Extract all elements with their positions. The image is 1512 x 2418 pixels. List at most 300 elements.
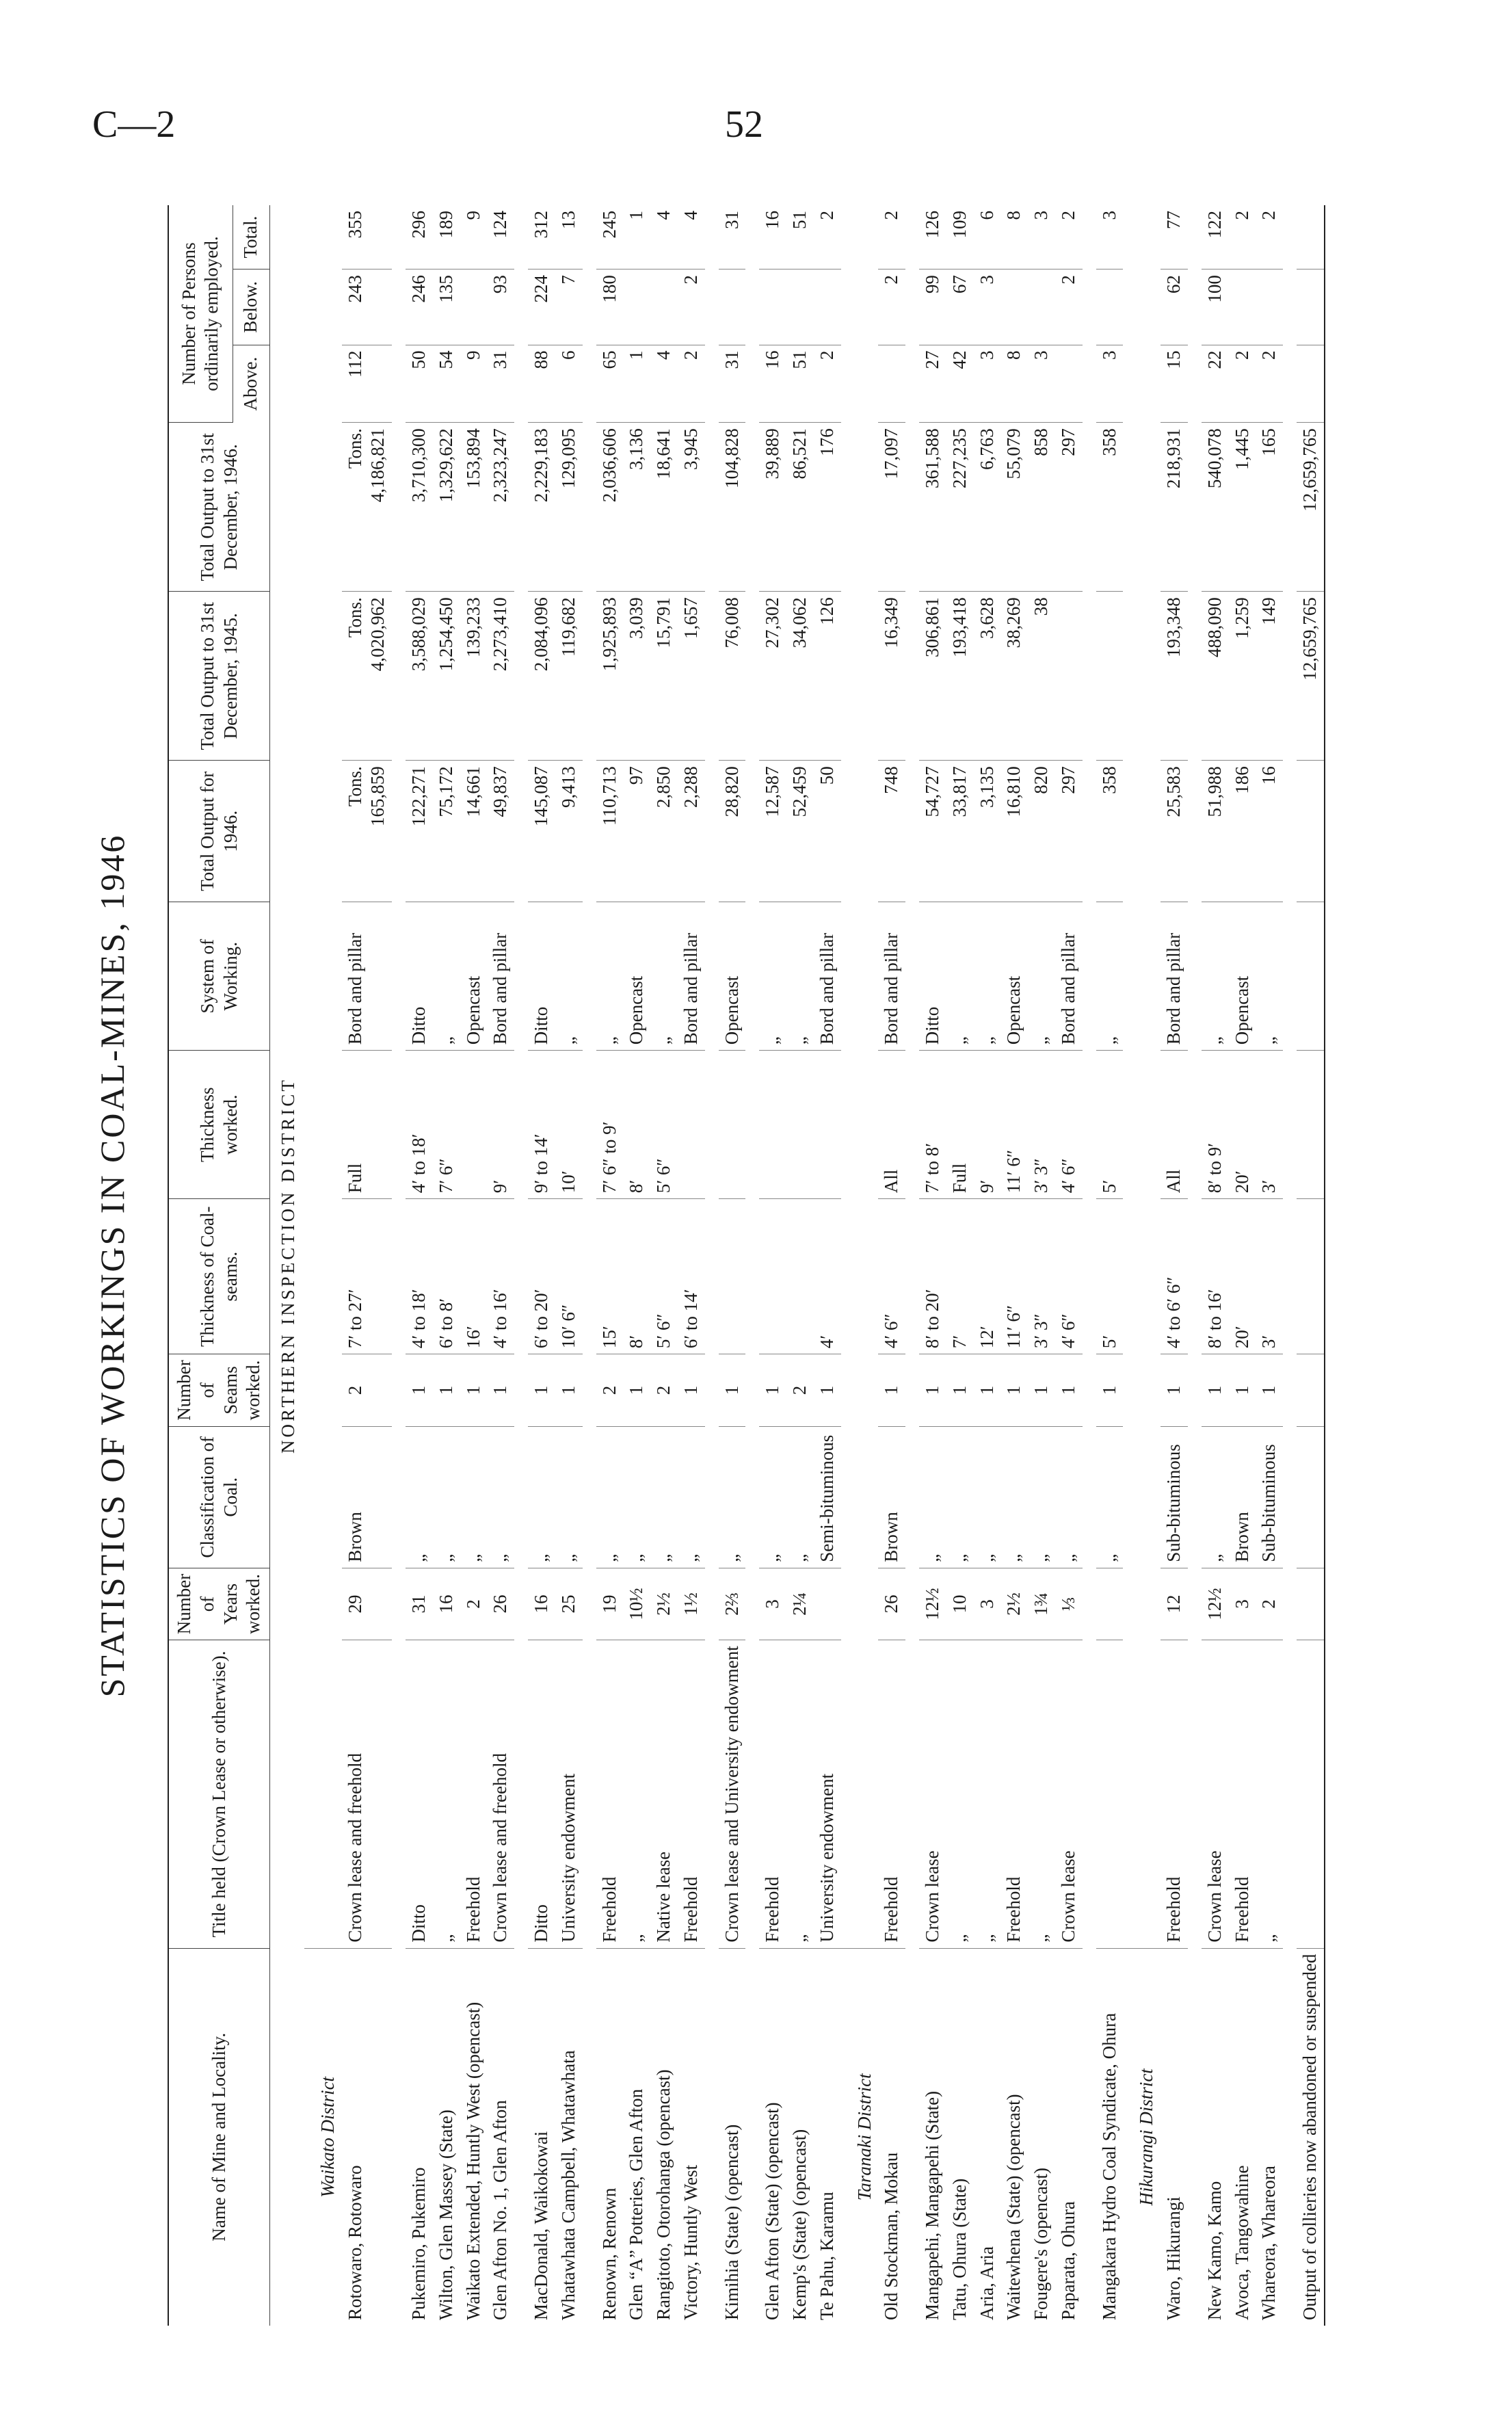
thickness-worked: 8′ to 9′ (1202, 1051, 1229, 1199)
persons-below (719, 270, 746, 345)
thickness-worked: 10′ (555, 1051, 583, 1199)
mine-name: Aria, Aria (976, 2246, 997, 2320)
section-northern: NORTHERN INSPECTION DISTRICT (278, 1077, 298, 1454)
output-1946: 75,172 (433, 761, 460, 902)
mine-name: Mangapehi, Mangapehi (State) (922, 2090, 942, 2320)
output-1946: 16 (1256, 761, 1283, 902)
output-to-1945: 1,254,450 (433, 592, 460, 761)
output-1946: 16,810 (1000, 761, 1028, 902)
persons-above: 31 (719, 345, 746, 423)
persons-below (759, 270, 786, 345)
persons-above (1297, 345, 1325, 423)
persons-below: 2 (1055, 270, 1083, 345)
table-row (1000, 205, 1028, 2326)
system-of-working: „ (650, 902, 678, 1051)
output-1946: 50 (814, 761, 841, 902)
thickness-worked: 7′ 6″ (433, 1051, 460, 1199)
years-worked: 2 (1256, 1568, 1283, 1640)
persons-above: 2 (1256, 345, 1283, 423)
header-below: Below. (233, 270, 269, 345)
persons-above: 3 (974, 345, 1001, 423)
mine-name: MacDonald, Waikokowai (531, 2131, 551, 2320)
classification: „ (433, 1426, 460, 1568)
title-held: Crown lease and University endowment (719, 1640, 746, 1948)
persons-total: 245 (596, 205, 624, 270)
years-worked: 2¼ (786, 1568, 814, 1640)
thickness-seams: 4′ to 18′ (406, 1199, 433, 1354)
output-to-1946: 12,659,765 (1297, 423, 1325, 592)
persons-below: 180 (596, 270, 624, 345)
thickness-seams: 16′ (460, 1199, 488, 1354)
persons-above: 2 (1229, 345, 1256, 423)
output-to-1945: 119,682 (555, 592, 583, 761)
persons-below (1028, 270, 1055, 345)
system-of-working: „ (596, 902, 624, 1051)
years-worked: 26 (487, 1568, 514, 1640)
thickness-seams (719, 1199, 746, 1354)
tons-label: Tons. (344, 597, 365, 638)
output-1946: Tons. 165,859 (342, 761, 393, 902)
thickness-seams: 5′ (1096, 1199, 1124, 1354)
seams-worked: 1 (487, 1354, 514, 1426)
table-row (814, 205, 841, 2326)
persons-above: 112 (342, 345, 393, 423)
persons-above: 51 (786, 345, 814, 423)
title-held: Native lease (650, 1640, 678, 1948)
thickness-seams: 7′ (946, 1199, 974, 1354)
table-row (786, 205, 814, 2326)
output-to-1946: 3,710,300 (406, 423, 433, 592)
persons-above: 4 (650, 345, 678, 423)
output-1946: 49,837 (487, 761, 514, 902)
output-1946: 186 (1229, 761, 1256, 902)
persons-total: 2 (814, 205, 841, 270)
seams-worked: 1 (1256, 1354, 1283, 1426)
table-row (1096, 205, 1124, 2326)
thickness-worked: 5′ 6″ (650, 1051, 678, 1199)
header-output-1946: Total Output for 1946. (168, 761, 270, 902)
output-to-1946: 2,323,247 (487, 423, 514, 592)
seams-worked: 1 (555, 1354, 583, 1426)
years-worked: 10 (946, 1568, 974, 1640)
output-to-1945: 193,418 (946, 592, 974, 761)
persons-total: 296 (406, 205, 433, 270)
output-1946: 145,087 (528, 761, 555, 902)
system-of-working: Bord and pillar (1160, 902, 1188, 1051)
seams-worked: 1 (1096, 1354, 1124, 1426)
seams-worked: 1 (759, 1354, 786, 1426)
classification: „ (555, 1426, 583, 1568)
seams-worked: 2 (596, 1354, 624, 1426)
persons-above: 22 (1202, 345, 1229, 423)
output-to-1946: 39,889 (759, 423, 786, 592)
output-1946: 297 (1055, 761, 1083, 902)
thickness-worked: All (878, 1051, 905, 1199)
table-row (623, 205, 650, 2326)
output-to-1946: 2,229,183 (528, 423, 555, 592)
persons-total: 4 (650, 205, 678, 270)
classification: „ (528, 1426, 555, 1568)
thickness-worked: 8′ (623, 1051, 650, 1199)
output-to-1946: 176 (814, 423, 841, 592)
output-to-1945 (1055, 592, 1083, 761)
thickness-seams: 4′ to 6′ 6″ (1160, 1199, 1188, 1354)
output-to-1945: 488,090 (1202, 592, 1229, 761)
table-row (1229, 205, 1256, 2326)
thickness-seams: 4′ 6″ (878, 1199, 905, 1354)
persons-total: 312 (528, 205, 555, 270)
seams-worked: 1 (1229, 1354, 1256, 1426)
seams-worked: 2 (650, 1354, 678, 1426)
persons-below: 67 (946, 270, 974, 345)
persons-above: 2 (814, 345, 841, 423)
header-system: System of Working. (168, 902, 270, 1051)
seams-worked: 1 (406, 1354, 433, 1426)
thickness-worked (759, 1051, 786, 1199)
persons-above: 27 (919, 345, 946, 423)
persons-below: 2 (678, 270, 705, 345)
persons-below: 2 (878, 270, 905, 345)
persons-above (878, 345, 905, 423)
table-row (1028, 205, 1055, 2326)
years-worked: 19 (596, 1568, 624, 1640)
output-1946: 97 (623, 761, 650, 902)
table-row (919, 205, 946, 2326)
persons-above: 31 (487, 345, 514, 423)
output-to-1946: 3,945 (678, 423, 705, 592)
persons-above: 42 (946, 345, 974, 423)
title-held: Freehold (1229, 1640, 1256, 1948)
mine-name: Output of collieries now abandoned or suspended (1297, 1948, 1325, 2326)
thickness-worked: 5′ (1096, 1051, 1124, 1199)
output-to-1945: 38,269 (1000, 592, 1028, 761)
thickness-seams: 10′ 6″ (555, 1199, 583, 1354)
classification: „ (596, 1426, 624, 1568)
seams-worked: 1 (719, 1354, 746, 1426)
table-row (650, 205, 678, 2326)
classification: „ (759, 1426, 786, 1568)
thickness-worked: All (1160, 1051, 1188, 1199)
system-of-working: „ (1256, 902, 1283, 1051)
header-above: Above. (233, 345, 269, 423)
seams-worked: 1 (1028, 1354, 1055, 1426)
title-held: Freehold (460, 1640, 488, 1948)
persons-total: 4 (678, 205, 705, 270)
header-output-1945: Total Output to 31st December, 1945. (168, 592, 270, 761)
output-1946: 54,727 (919, 761, 946, 902)
years-worked: 3 (1229, 1568, 1256, 1640)
persons-below: 100 (1202, 270, 1229, 345)
mine-name: Wilton, Glen Massey (State) (435, 2110, 456, 2320)
output-1946: 28,820 (719, 761, 746, 902)
title-held: Crown lease (1055, 1640, 1083, 1948)
table-row (946, 205, 974, 2326)
years-worked: ⅓ (1055, 1568, 1083, 1640)
classification: „ (650, 1426, 678, 1568)
title-held: „ (974, 1640, 1001, 1948)
output-to-1946: 540,078 (1202, 423, 1229, 592)
output-to-1945: 38 (1028, 592, 1055, 761)
years-worked: 16 (433, 1568, 460, 1640)
persons-below: 135 (433, 270, 460, 345)
classification: Sub-bituminous (1160, 1426, 1188, 1568)
persons-above: 16 (759, 345, 786, 423)
mine-name: Paparata, Ohura (1057, 2201, 1078, 2320)
table-row (1160, 205, 1188, 2326)
persons-above: 8 (1000, 345, 1028, 423)
persons-total: 31 (719, 205, 746, 270)
classification: „ (786, 1426, 814, 1568)
title-held: Ditto (528, 1640, 555, 1948)
system-of-working: Bord and pillar (878, 902, 905, 1051)
output-to-1946: 104,828 (719, 423, 746, 592)
output-1946: 2,288 (678, 761, 705, 902)
persons-below: 62 (1160, 270, 1188, 345)
coal-mines-table (168, 205, 1325, 2326)
seams-worked: 1 (946, 1354, 974, 1426)
classification (1297, 1426, 1325, 1568)
persons-below: 246 (406, 270, 433, 345)
classification: „ (1028, 1426, 1055, 1568)
system-of-working: „ (555, 902, 583, 1051)
persons-above: 6 (555, 345, 583, 423)
persons-total: 1 (623, 205, 650, 270)
output-to-1946: 218,931 (1160, 423, 1188, 592)
district-hikurangi: Hikurangi District (1136, 2068, 1157, 2206)
classification: Brown (342, 1426, 393, 1568)
table-row (406, 205, 433, 2326)
header-output-total: Total Output to 31st December, 1946. (168, 423, 270, 592)
seams-worked: 2 (342, 1354, 393, 1426)
years-worked: 12½ (919, 1568, 946, 1640)
thickness-seams: 12′ (974, 1199, 1001, 1354)
classification: „ (460, 1426, 488, 1568)
output-1946: 358 (1096, 761, 1124, 902)
persons-above: 3 (1028, 345, 1055, 423)
persons-total (1297, 205, 1325, 270)
years-worked: 3 (974, 1568, 1001, 1640)
classification: „ (406, 1426, 433, 1568)
output-1946: 33,817 (946, 761, 974, 902)
output-to-1945: 34,062 (786, 592, 814, 761)
persons-below (1000, 270, 1028, 345)
title-held: University endowment (814, 1640, 841, 1948)
output-to-1945: 1,657 (678, 592, 705, 761)
classification: „ (919, 1426, 946, 1568)
doc-code: C—2 (92, 103, 176, 146)
output-to-1946: 2,036,606 (596, 423, 624, 592)
output-to-1946: 358 (1096, 423, 1124, 592)
output-to-1946: 153,894 (460, 423, 488, 592)
title-held: „ (1028, 1640, 1055, 1948)
persons-below (623, 270, 650, 345)
years-worked: 1¾ (1028, 1568, 1055, 1640)
thickness-worked: 9′ to 14′ (528, 1051, 555, 1199)
persons-above: 2 (678, 345, 705, 423)
system-of-working: „ (433, 902, 460, 1051)
table-row (1256, 205, 1283, 2326)
table-row (596, 205, 624, 2326)
thickness-worked: 11′ 6″ (1000, 1051, 1028, 1199)
years-worked: 12½ (1202, 1568, 1229, 1640)
thickness-worked: 9′ (974, 1051, 1001, 1199)
thickness-worked: 20′ (1229, 1051, 1256, 1199)
table-row-abandoned (1297, 205, 1325, 2326)
mine-name: Whatawhata Campbell, Whatawhata (557, 2050, 579, 2320)
mine-name: Waitewhena (State) (opencast) (1003, 2094, 1024, 2320)
seams-worked: 1 (878, 1354, 905, 1426)
persons-above: 88 (528, 345, 555, 423)
mine-name: Tatu, Ohura (State) (949, 2178, 970, 2320)
thickness-seams: 8′ to 16′ (1202, 1199, 1229, 1354)
persons-total: 77 (1160, 205, 1188, 270)
system-of-working (1297, 902, 1325, 1051)
seams-worked: 1 (678, 1354, 705, 1426)
seams-worked: 1 (1055, 1354, 1083, 1426)
mine-name: Victory, Huntly West (680, 2164, 701, 2320)
output-to-1945: 3,588,029 (406, 592, 433, 761)
persons-below: 224 (528, 270, 555, 345)
years-worked: 31 (406, 1568, 433, 1640)
mine-name: Glen “A” Potteries, Glen Afton (626, 2088, 647, 2320)
output-to-1945: 3,628 (974, 592, 1001, 761)
table-row (1202, 205, 1229, 2326)
classification: „ (719, 1426, 746, 1568)
output-1946: 748 (878, 761, 905, 902)
classification: „ (1000, 1426, 1028, 1568)
thickness-worked (1297, 1051, 1325, 1199)
mine-name: Rangitoto, Otorohanga (opencast) (653, 2069, 674, 2320)
title-held: „ (786, 1640, 814, 1948)
thickness-seams: 11′ 6″ (1000, 1199, 1028, 1354)
mine-name: Renown, Renown (598, 2187, 620, 2320)
output-to-1945: 193,348 (1160, 592, 1188, 761)
system-of-working: Ditto (406, 902, 433, 1051)
output-to-1946: 1,329,622 (433, 423, 460, 592)
classification: „ (946, 1426, 974, 1568)
years-worked: 16 (528, 1568, 555, 1640)
title-held: Crown lease and freehold (342, 1640, 393, 1948)
persons-below: 3 (974, 270, 1001, 345)
output-to-1945: 27,302 (759, 592, 786, 761)
district-taranaki: Taranaki District (853, 2073, 875, 2201)
title-held (1096, 1640, 1124, 1948)
output-to-1946: 297 (1055, 423, 1083, 592)
persons-total: 126 (919, 205, 946, 270)
persons-below: 243 (342, 270, 393, 345)
header-classification: Classification of Coal. (168, 1426, 270, 1568)
table-row (460, 205, 488, 2326)
output-1946: 820 (1028, 761, 1055, 902)
output-1946: 2,850 (650, 761, 678, 902)
thickness-worked: 3′ (1256, 1051, 1283, 1199)
title-held: Freehold (678, 1640, 705, 1948)
thickness-seams: 6′ to 8′ (433, 1199, 460, 1354)
system-of-working: Opencast (719, 902, 746, 1051)
years-worked: 10½ (623, 1568, 650, 1640)
system-of-working: Bord and pillar (342, 902, 393, 1051)
output-to-1946: 1,445 (1229, 423, 1256, 592)
persons-below (814, 270, 841, 345)
output-to-1946: Tons. 4,186,821 (342, 423, 393, 592)
header-thickness-worked: Thickness worked. (168, 1051, 270, 1199)
years-worked: 25 (555, 1568, 583, 1640)
title-held: „ (1256, 1640, 1283, 1948)
thickness-seams: 8′ to 20′ (919, 1199, 946, 1354)
output-to-1946: 86,521 (786, 423, 814, 592)
output-to-1945: 2,084,096 (528, 592, 555, 761)
thickness-worked: 9′ (487, 1051, 514, 1199)
persons-total: 8 (1000, 205, 1028, 270)
persons-above: 65 (596, 345, 624, 423)
output-to-1946: 18,641 (650, 423, 678, 592)
years-worked: 2½ (650, 1568, 678, 1640)
output-to-1946: 361,588 (919, 423, 946, 592)
output-to-1945: 306,861 (919, 592, 946, 761)
output-to-1945: Tons. 4,020,962 (342, 592, 393, 761)
mine-name: Kimihia (State) (opencast) (721, 2124, 742, 2320)
persons-below (1297, 270, 1325, 345)
thickness-worked (678, 1051, 705, 1199)
system-of-working: Opencast (1229, 902, 1256, 1051)
system-of-working: Opencast (623, 902, 650, 1051)
classification: „ (974, 1426, 1001, 1568)
persons-above: 54 (433, 345, 460, 423)
persons-total: 355 (342, 205, 393, 270)
output-to-1946: 55,079 (1000, 423, 1028, 592)
years-worked: 1½ (678, 1568, 705, 1640)
seams-worked: 1 (528, 1354, 555, 1426)
persons-total: 2 (1229, 205, 1256, 270)
classification: Brown (1229, 1426, 1256, 1568)
system-of-working: Bord and pillar (814, 902, 841, 1051)
output-1946: 122,271 (406, 761, 433, 902)
persons-total: 189 (433, 205, 460, 270)
mine-name: Pukemiro, Pukemiro (408, 2167, 429, 2320)
system-of-working: „ (759, 902, 786, 1051)
classification: „ (1055, 1426, 1083, 1568)
output-to-1945: 1,259 (1229, 592, 1256, 761)
tons-label: Tons. (344, 766, 365, 807)
title-held: Freehold (1160, 1640, 1188, 1948)
thickness-worked: 7′ 6″ to 9′ (596, 1051, 624, 1199)
title-held: Freehold (596, 1640, 624, 1948)
persons-total: 16 (759, 205, 786, 270)
output-1946: 14,661 (460, 761, 488, 902)
classification: Brown (878, 1426, 905, 1568)
mine-name: Glen Afton No. 1, Glen Afton (490, 2100, 511, 2320)
thickness-seams: 15′ (596, 1199, 624, 1354)
thickness-worked (719, 1051, 746, 1199)
system-of-working: Bord and pillar (487, 902, 514, 1051)
table-row (719, 205, 746, 2326)
table-row (878, 205, 905, 2326)
title-held: Crown lease and freehold (487, 1640, 514, 1948)
persons-total: 2 (878, 205, 905, 270)
thickness-seams: 8′ (623, 1199, 650, 1354)
output-to-1945: 16,349 (878, 592, 905, 761)
mine-name: Waikato Extended, Huntly West (opencast) (462, 2001, 483, 2320)
thickness-seams: 4′ (814, 1199, 841, 1354)
thickness-seams: 5′ 6″ (650, 1199, 678, 1354)
persons-total: 109 (946, 205, 974, 270)
output-1946: 9,413 (555, 761, 583, 902)
years-worked: 2⅔ (719, 1568, 746, 1640)
table-row (487, 205, 514, 2326)
title-held: Freehold (878, 1640, 905, 1948)
table-row (555, 205, 583, 2326)
output-1946: 110,713 (596, 761, 624, 902)
